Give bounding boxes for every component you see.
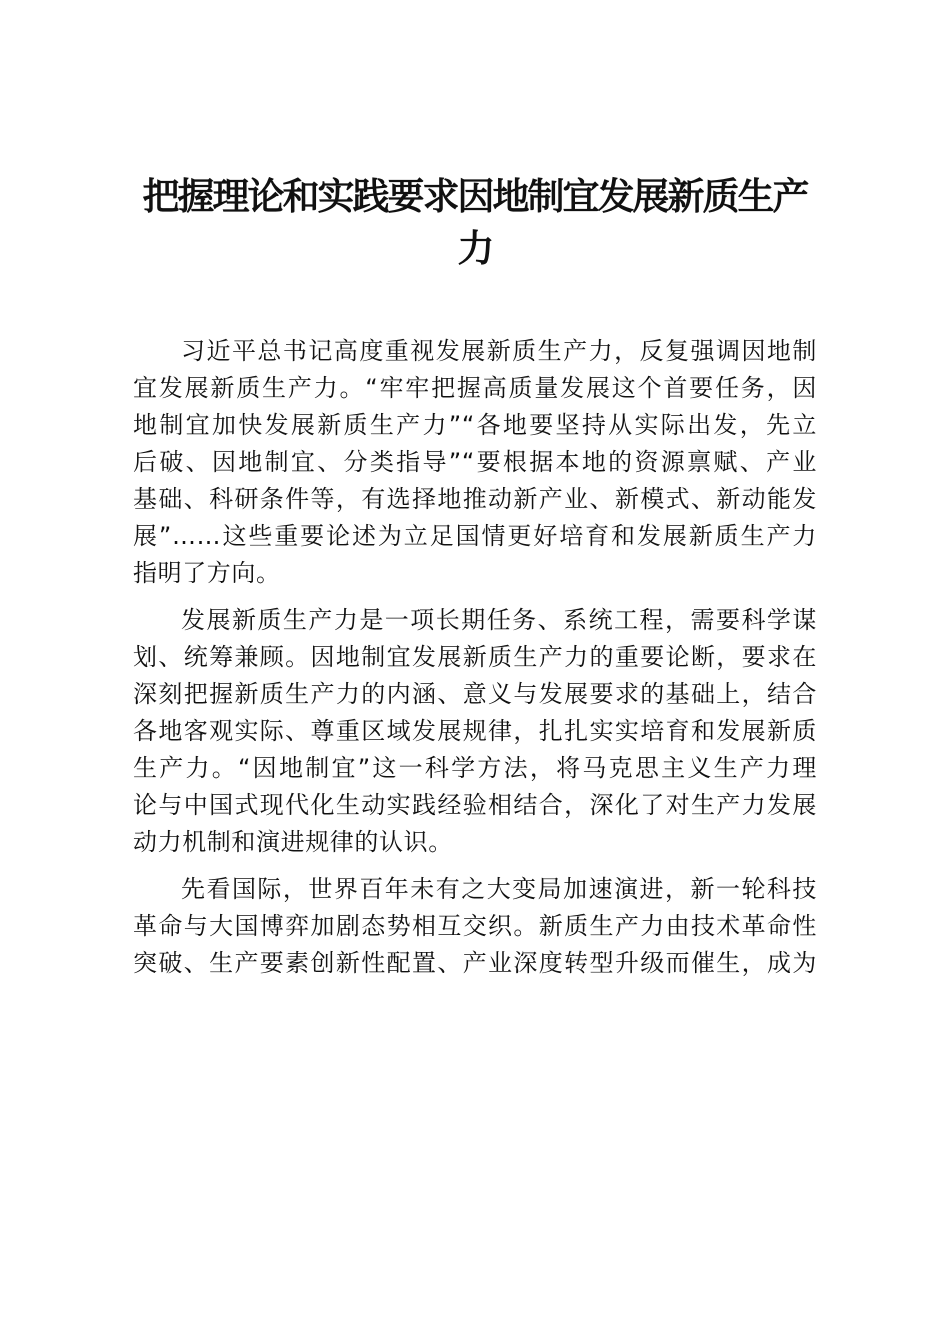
text-line: 基础、科研条件等，有选择地推动新产业、新模式、新动能发 (133, 485, 817, 513)
text-line: 展”……这些重要论述为立足国情更好培育和发展新质生产力 (133, 522, 817, 550)
text-line: 动力机制和演进规律的认识。 (133, 828, 453, 856)
paragraph-3 (133, 871, 817, 982)
text-line: 划、统筹兼顾。因地制宜发展新质生产力的重要论断，要求在 (133, 643, 817, 671)
paragraph-2 (133, 602, 817, 861)
document-title (133, 170, 817, 274)
text-line: 论与中国式现代化生动实践经验相结合，深化了对生产力发展 (133, 791, 817, 819)
text-line: 习近平总书记高度重视发展新质生产力，反复强调因地制 (181, 337, 817, 365)
text-line: 发展新质生产力是一项长期任务、系统工程，需要科学谋 (181, 606, 817, 634)
title-line: 把握理论和实践要求因地制宜发展新质生产 (142, 174, 808, 218)
paragraph-1 (133, 333, 817, 592)
title-line: 力 (457, 226, 493, 270)
text-line: 地制宜加快发展新质生产力”“各地要坚持从实际出发，先立 (133, 411, 817, 439)
text-line: 宜发展新质生产力。“牢牢把握高质量发展这个首要任务，因 (133, 374, 817, 402)
text-line: 各地客观实际、尊重区域发展规律，扎扎实实培育和发展新质 (133, 717, 817, 745)
text-line: 革命与大国博弈加剧态势相互交织。新质生产力由技术革命性 (133, 912, 817, 940)
text-line: 突破、生产要素创新性配置、产业深度转型升级而催生，成为 (133, 949, 817, 977)
text-line: 先看国际，世界百年未有之大变局加速演进，新一轮科技 (181, 875, 817, 903)
text-line: 生产力。“因地制宜”这一科学方法，将马克思主义生产力理 (133, 754, 817, 782)
document-body (133, 333, 817, 992)
text-line: 指明了方向。 (133, 559, 281, 587)
text-line: 深刻把握新质生产力的内涵、意义与发展要求的基础上，结合 (133, 680, 817, 708)
text-line: 后破、因地制宜、分类指导”“要根据本地的资源禀赋、产业 (133, 448, 817, 476)
